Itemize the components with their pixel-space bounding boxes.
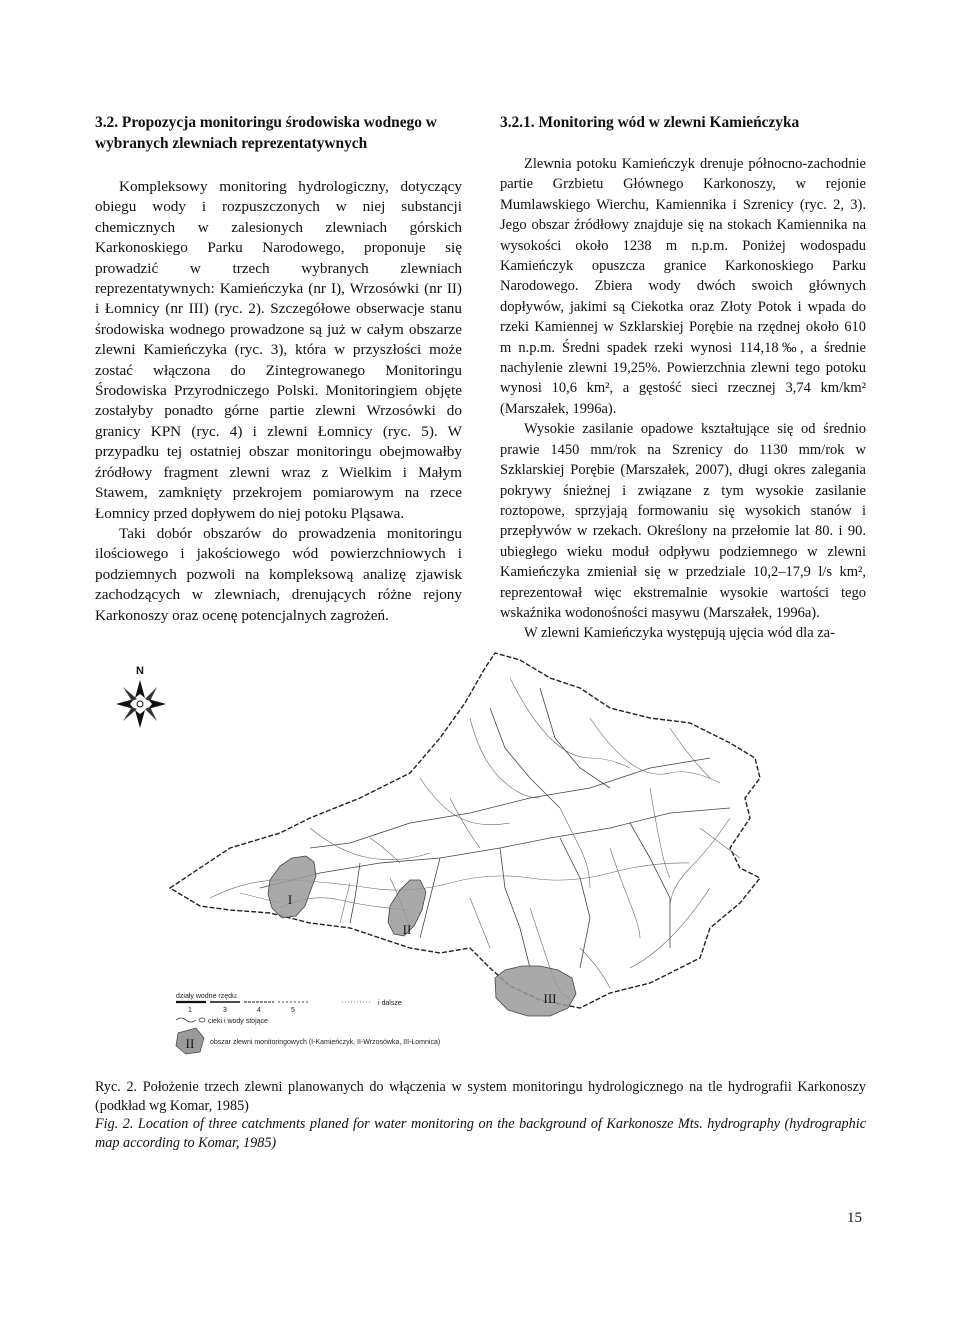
legend-zones: obszar zlewni monitoringowych (I-Kamieńczyk, II-Wrzosówka, III-Łomnica) — [210, 1039, 441, 1046]
zone-label-i: I — [287, 892, 293, 907]
legend-title: działy wodne rzędu: — [176, 993, 238, 1000]
zone-label-ii: II — [402, 922, 412, 937]
paragraph: Kompleksowy monitoring hydrologiczny, dotyczący obiegu wody i rozpuszczonych w niej substancji chemicznych w zalesionych zlewniach górskich Karkonoskiego Parku Narodowego, proponuje się prowadzić w trzech wybranych zlewniach reprezentatywnych: Kamieńczyka (nr I), Wrzosówki (nr II) i Łomnicy (nr III) (ryc. 2). Szczegółowe obserwacje stanu środowiska wodnego prowadzone są już w całym obszarze zlewni Kamieńczyka (ryc. 3), która w przyszłości może zostać włączona do Zintegrowanego Monitoringu Środowiska Przyrodniczego Polski. Monitoringiem objęte zostałyby ponadto górne partie zlewni Wrzosówki do granicy KPN (ryc. 4) i zlewni Łomnicy (ryc. 5). W przypadku tej ostatniej obszar monitoringu obejmowałby źródłowy fragment zlewni wraz z Wielkim i Małym Stawem, zamknięty przekrojem pomiarowym na rzece Łomnicy przed dopływem do niej potoku Pląsawa. — [95, 178, 462, 522]
karkonosze-boundary — [170, 653, 760, 1008]
left-column — [95, 112, 462, 626]
hydrography-map-figure — [110, 648, 855, 1068]
caption-english: Fig. 2. Location of three catchments planed for water monitoring on the background of Karkonosze Mts. hydrography (hydrographic map according to Komar, 1985) — [95, 1116, 866, 1151]
north-label: N — [136, 665, 144, 677]
stream-network — [210, 678, 740, 998]
legend-order-4: 4 — [257, 1007, 261, 1014]
catchment-zone-iii — [495, 966, 576, 1016]
legend-order-3: 3 — [223, 1007, 227, 1014]
page-number: 15 — [847, 1210, 862, 1226]
paragraph: W zlewni Kamieńczyka występują ujęcia wód dla za- — [524, 625, 835, 642]
legend-order-5: 5 — [291, 1007, 295, 1014]
legend-order-1: 1 — [188, 1007, 192, 1014]
paragraph: Wysokie zasilanie opadowe kształtujące się od średnio prawie 1450 mm/rok na Szrenicy do 1130 mm/rok w Szklarskiej Porębie (Marszałek, 2007), długi okres zalegania pokrywy śnieżnej i związane z tym wysokie zasilanie roztopowe, sprzyjają formowaniu się wysokich stanów i przepływów w rzekach. Określony na przełomie lat 80. i 90. ubiegłego wieku moduł odpływu podziemnego w zlewni Kamieńczyka zmieniał się w przedziale 10,2–17,9 l/s km², reprezentował więc ekstremalnie wysokie wartości tego wskaźnika wodonośności masywu (Marszałek, 1996a). — [500, 421, 866, 621]
north-arrow-icon — [116, 665, 166, 728]
paragraph: Zlewnia potoku Kamieńczyk drenuje północno-zachodnie partie Grzbietu Głównego Karkonoszy, w rejonie Mumlawskiego Wierchu, Kamiennika i Szrenicy (ryc. 2, 3). Jego obszar źródłowy znajduje się na stokach Kamiennika na wysokości około 1238 m n.p.m. Poniżej wodospadu Kamieńczyk opuszcza granice Karkonoskiego Parku Narodowego. Zbiera wody dwóch swoich głównych dopływów, jakimi są Ciekotka oraz Złoty Potok i wpada do rzeki Kamiennej w Szklarskiej Porębie na rzędnej około 610 m n.p.m. Średni spadek rzeki wynosi 114,18‰, a średnie nachylenie zlewni 19,25%. Powierzchnia zlewni tego potoku wynosi 10,6 km², a gęstość sieci rzecznej 3,74 km/km² (Marszałek, 1996a). — [500, 156, 866, 417]
caption-polish: Ryc. 2. Położenie trzech zlewni planowanych do włączenia w system monitoringu hydrologicznego na tle hydrografii Karkonoszy (podkład wg Komar, 1985) — [95, 1079, 866, 1114]
hydrography-map — [110, 648, 855, 1068]
catchment-zone-i — [268, 856, 316, 918]
map-legend — [176, 993, 440, 1054]
legend-streams: cieki i wody stojące — [208, 1018, 268, 1025]
section-heading-3-2-1: 3.2.1. Monitoring wód w zlewni Kamieńczyka — [500, 114, 800, 131]
paragraph: Taki dobór obszarów do prowadzenia monitoringu ilościowego i jakościowego wód powierzchniowych i podziemnych pozwoli na kompleksową analizę zjawisk zachodzących w zlewniach, drenujących różne rejony Karkonoszy oraz ocenę potencjalnych zagrożeń. — [95, 524, 462, 624]
section-heading-3-2: 3.2. Propozycja monitoringu środowiska wodnego w wybranych zlewniach reprezentatywnych — [95, 114, 437, 152]
figure-caption — [95, 1078, 866, 1152]
legend-orders-rest: i dalsze — [378, 1000, 402, 1007]
zone-label-iii: III — [543, 991, 557, 1006]
legend-zone-sample: II — [185, 1036, 195, 1051]
right-column — [500, 112, 866, 644]
